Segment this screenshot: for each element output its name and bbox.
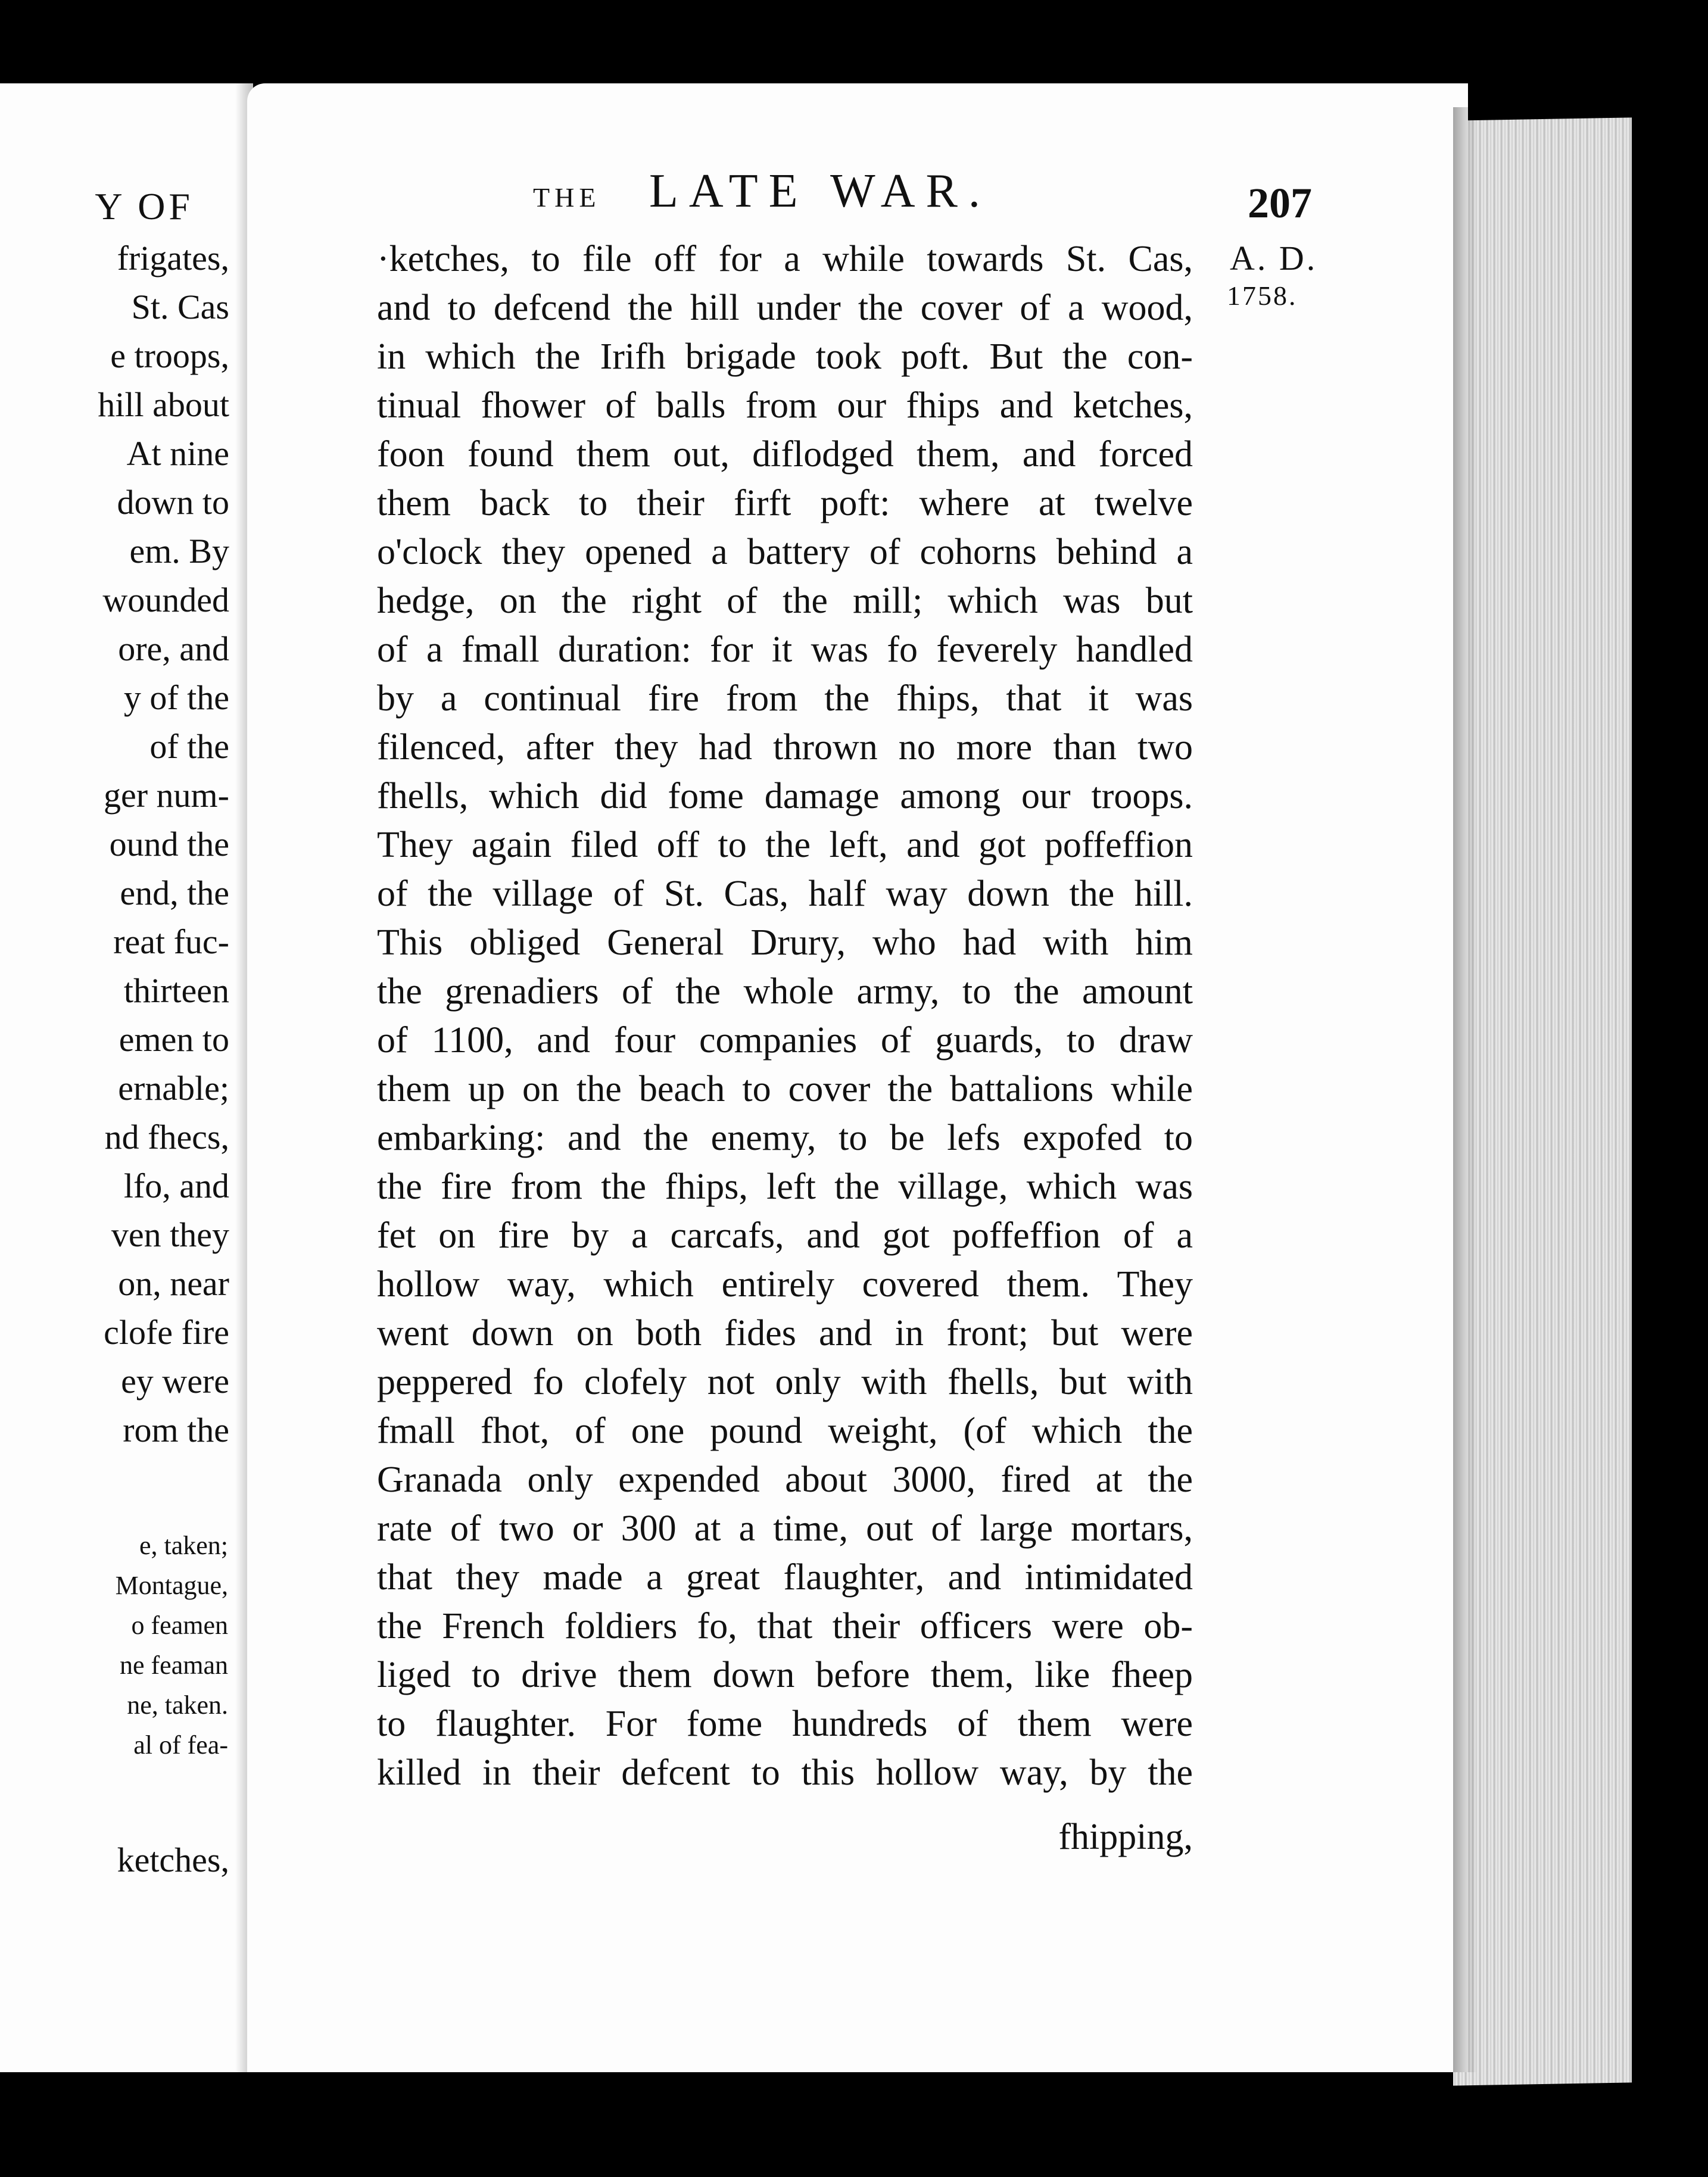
- left-text-line: St. Cas: [131, 288, 229, 326]
- left-text-line: on, near: [118, 1264, 229, 1303]
- text-line: hollow way, which entirely covered them. They: [377, 1264, 1193, 1305]
- page-number: 207: [1248, 179, 1312, 227]
- left-footnote-line: Montague,: [115, 1571, 228, 1600]
- left-text-line: clofe fire: [104, 1313, 229, 1352]
- text-line: the French foldiers fo, that their officers were ob-: [377, 1606, 1193, 1646]
- left-footnote-line: o feamen: [131, 1611, 228, 1640]
- text-line: went down on both fides and in front; but were: [377, 1313, 1193, 1353]
- left-footnote-line: ne, taken.: [127, 1691, 228, 1720]
- text-line: ·ketches, to file off for a while towards St. Cas,: [377, 239, 1193, 279]
- left-text-line: em. By: [129, 532, 229, 570]
- text-line: of the village of St. Cas, half way down the hill.: [377, 874, 1193, 914]
- left-text-line: thirteen: [123, 971, 229, 1010]
- left-page: [0, 83, 253, 2072]
- text-line: This obliged General Drury, who had with him: [377, 922, 1193, 963]
- text-line: the grenadiers of the whole army, to the amount: [377, 971, 1193, 1012]
- running-head-the: THE: [533, 182, 601, 213]
- text-line: and to defcend the hill under the cover of a wood,: [377, 288, 1193, 328]
- text-line: filenced, after they had thrown no more than two: [377, 727, 1193, 768]
- left-text-line: y of the: [123, 678, 229, 717]
- left-text-line: frigates,: [117, 239, 229, 277]
- left-text-line: ey were: [121, 1362, 229, 1401]
- page-edge-shadow: [1453, 107, 1477, 2072]
- text-line: in which the Irifh brigade took poft. But the con-: [377, 336, 1193, 377]
- left-text-line: nd fhecs,: [104, 1118, 229, 1156]
- left-text-line: end, the: [120, 874, 229, 912]
- left-footnote-line: e, taken;: [139, 1531, 228, 1560]
- text-line: peppered fo clofely not only with fhells, but with: [377, 1362, 1193, 1402]
- left-text-line: wounded: [102, 581, 229, 619]
- text-line: fhells, which did fome damage among our troops.: [377, 776, 1193, 816]
- left-footnote-line: ne feaman: [120, 1651, 228, 1680]
- text-line: tinual fhower of balls from our fhips and ketches,: [377, 385, 1193, 426]
- left-text-line: ound the: [109, 825, 229, 863]
- text-line: the fire from the fhips, left the village, which was: [377, 1167, 1193, 1207]
- left-text-line: hill about: [98, 385, 229, 424]
- text-line: o'clock they opened a battery of cohorns behind a: [377, 532, 1193, 572]
- left-text-line: emen to: [119, 1020, 229, 1059]
- text-line: them up on the beach to cover the battalions while: [377, 1069, 1193, 1109]
- left-text-line: rom the: [123, 1411, 229, 1449]
- text-line: them back to their firft poft: where at twelve: [377, 483, 1193, 523]
- text-line: They again filed off to the left, and got poffeffion: [377, 825, 1193, 865]
- text-line: embarking: and the enemy, to be lefs expofed to: [377, 1118, 1193, 1158]
- text-line: killed in their defcent to this hollow way, by the: [377, 1752, 1193, 1793]
- left-text-line: ore, and: [118, 629, 229, 668]
- text-line: fet on fire by a carcafs, and got poffeffion of a: [377, 1215, 1193, 1256]
- left-text-line: e troops,: [110, 336, 229, 375]
- left-catchword: ketches,: [117, 1841, 229, 1879]
- text-line: that they made a great flaughter, and intimidated: [377, 1557, 1193, 1598]
- text-line: to flaughter. For fome hundreds of them were: [377, 1704, 1193, 1744]
- left-text-line: At nine: [126, 434, 229, 473]
- left-text-line: lfo, and: [123, 1167, 229, 1205]
- text-line: foon found them out, diflodged them, and forced: [377, 434, 1193, 475]
- left-text-line: down to: [117, 483, 229, 522]
- left-text-line: of the: [149, 727, 229, 766]
- left-text-line: ven they: [111, 1215, 229, 1254]
- running-head-title: LATE WAR.: [649, 165, 991, 217]
- text-line: of a fmall duration: for it was fo feverely handled: [377, 629, 1193, 670]
- text-line: by a continual fire from the fhips, that it was: [377, 678, 1193, 719]
- left-text-line: reat fuc-: [113, 922, 229, 961]
- text-line: fmall fhot, of one pound weight, (of which the: [377, 1411, 1193, 1451]
- margin-note-year: 1758.: [1227, 280, 1298, 311]
- text-line: Granada only expended about 3000, fired at the: [377, 1459, 1193, 1500]
- left-text-line: ger num-: [104, 776, 229, 815]
- margin-note-ad: A. D.: [1230, 239, 1318, 277]
- left-text-line: ernable;: [118, 1069, 229, 1108]
- left-running-head: Y OF: [95, 185, 194, 227]
- catchword: fhipping,: [1058, 1817, 1193, 1857]
- text-line: liged to drive them down before them, like fheep: [377, 1655, 1193, 1695]
- text-line: of 1100, and four companies of guards, to draw: [377, 1020, 1193, 1061]
- left-footnote-line: al of fea-: [133, 1730, 228, 1760]
- text-line: rate of two or 300 at a time, out of large mortars,: [377, 1508, 1193, 1549]
- text-line: hedge, on the right of the mill; which was but: [377, 581, 1193, 621]
- book-fore-edge: [1453, 117, 1632, 2085]
